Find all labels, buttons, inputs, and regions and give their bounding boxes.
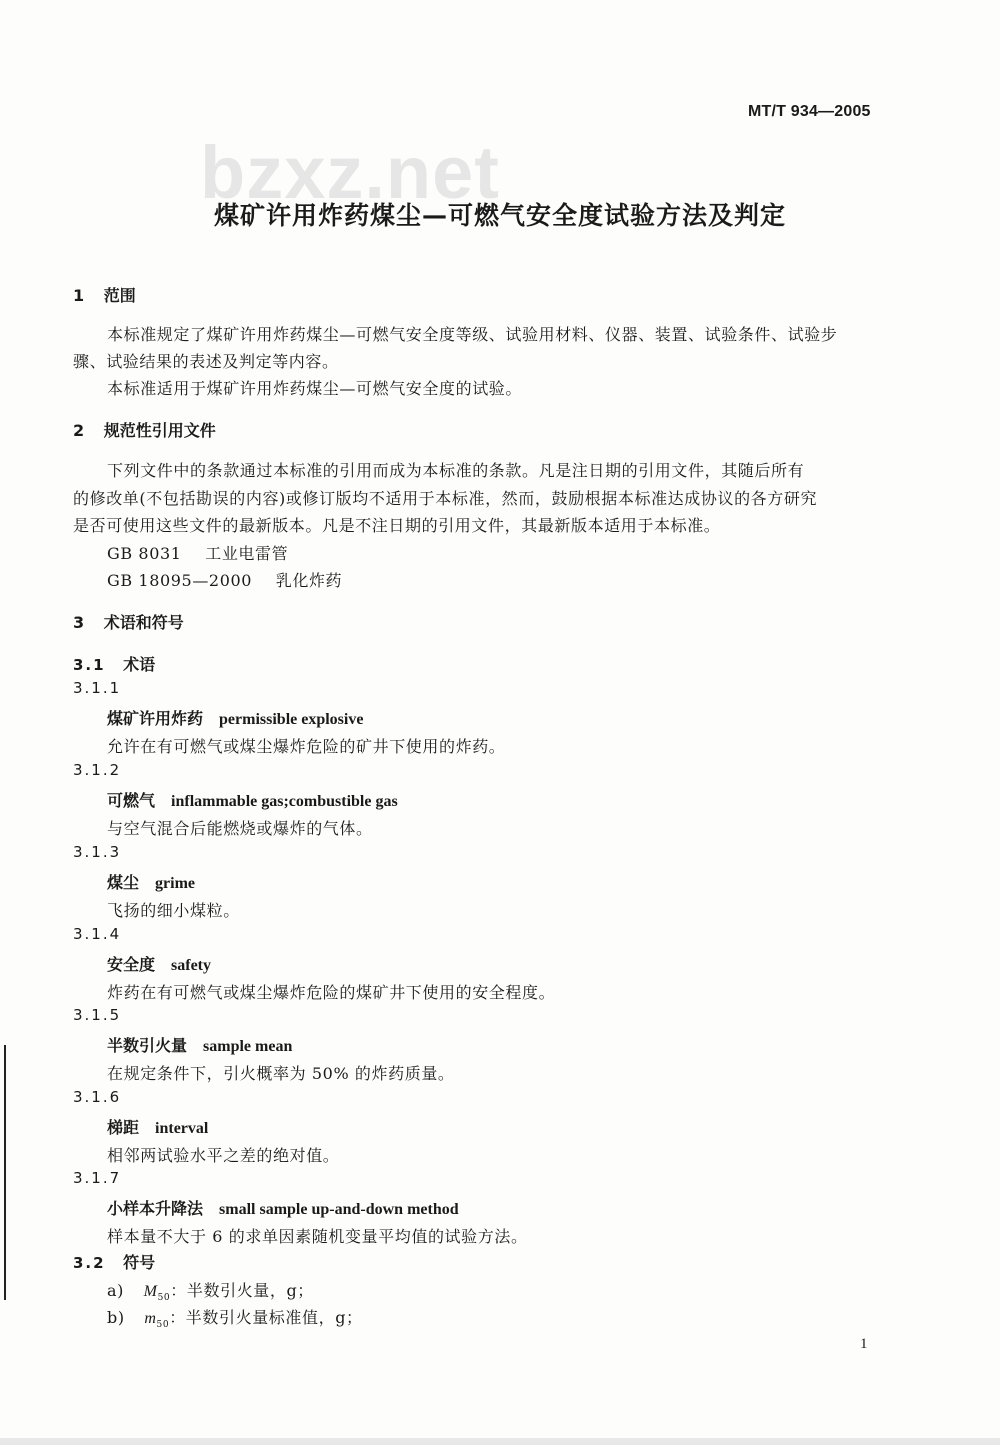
section-title: 规范性引用文件 <box>103 421 216 440</box>
symbol-label: a) <box>107 1281 124 1300</box>
section-2-heading <box>73 418 216 441</box>
term-cn: 梯距 <box>107 1118 140 1137</box>
term-cn: 煤矿许用炸药 <box>107 709 204 728</box>
scan-margin-line <box>4 1045 6 1300</box>
document-title: 煤矿许用炸药煤尘—可燃气安全度试验方法及判定 <box>213 201 786 230</box>
symbol-item <box>107 1278 314 1303</box>
section-1-paragraph-line: 骤、试验结果的表述及判定等内容。 <box>73 352 339 371</box>
term-title <box>107 788 398 811</box>
term-cn: 煤尘 <box>107 873 140 892</box>
symbol: m <box>144 1310 157 1327</box>
term-definition: 样本量不大于 6 的求单因素随机变量平均值的试验方法。 <box>107 1227 528 1246</box>
section-title: 术语和符号 <box>103 613 184 632</box>
term-title <box>107 870 195 893</box>
section-number: 3 <box>73 613 85 632</box>
standard-number: MT/T 934—2005 <box>748 103 871 120</box>
term-en: interval <box>155 1120 209 1137</box>
subsection-3-2-heading <box>73 1250 155 1273</box>
symbol-description: ：半数引火量标准值，g； <box>169 1308 363 1327</box>
section-1-paragraph-line: 本标准规定了煤矿许用炸药煤尘—可燃气安全度等级、试验用材料、仪器、装置、试验条件、试验步 <box>107 325 838 344</box>
term-title <box>107 706 363 729</box>
section-number: 1 <box>73 286 85 305</box>
symbol-subscript: 50 <box>156 1320 170 1331</box>
term-definition: 相邻两试验水平之差的绝对值。 <box>107 1146 340 1165</box>
term-en: small sample up-and-down method <box>219 1201 459 1218</box>
term-en: sample mean <box>203 1038 293 1055</box>
term-definition: 在规定条件下，引火概率为 50% 的炸药质量。 <box>107 1064 455 1083</box>
subsection-title: 术语 <box>123 655 156 674</box>
term-title <box>107 952 211 975</box>
term-cn: 半数引火量 <box>107 1036 188 1055</box>
term-definition: 炸药在有可燃气或煤尘爆炸危险的煤矿井下使用的安全程度。 <box>107 983 556 1002</box>
section-1-paragraph: 本标准适用于煤矿许用炸药煤尘—可燃气安全度的试验。 <box>107 379 523 398</box>
reference-name: 乳化炸药 <box>275 571 343 590</box>
term-number: 3.1.4 <box>73 925 122 943</box>
section-2-paragraph-line: 的修改单(不包括勘误的内容)或修订版均不适用于本标准，然而，鼓励根据本标准达成协议的各方研究 <box>73 489 818 508</box>
term-cn: 可燃气 <box>107 791 156 810</box>
subsection-number: 3.1 <box>73 656 106 674</box>
watermark: bzxz.net <box>200 131 500 214</box>
symbol-label: b) <box>107 1308 125 1327</box>
symbol-subscript: 50 <box>157 1293 171 1304</box>
page-bottom-edge <box>0 1438 1000 1445</box>
reference-code: GB 8031 <box>107 544 182 563</box>
subsection-title: 符号 <box>123 1253 156 1272</box>
term-definition: 允许在有可燃气或煤尘爆炸危险的矿井下使用的炸药。 <box>107 737 506 756</box>
reference-code: GB 18095—2000 <box>107 571 253 590</box>
section-1-heading <box>73 283 136 306</box>
term-definition: 飞扬的细小煤粒。 <box>107 901 240 920</box>
term-number: 3.1.6 <box>73 1088 122 1106</box>
section-2-paragraph-line: 是否可使用这些文件的最新版本。凡是不注日期的引用文件，其最新版本适用于本标准。 <box>73 516 721 535</box>
term-number: 3.1.3 <box>73 843 122 861</box>
term-title <box>107 1115 208 1138</box>
term-en: grime <box>155 875 195 892</box>
term-cn: 小样本升降法 <box>107 1199 204 1218</box>
symbol-description: ：半数引火量，g； <box>170 1281 314 1300</box>
term-definition: 与空气混合后能燃烧或爆炸的气体。 <box>107 819 373 838</box>
term-en: safety <box>171 957 211 974</box>
term-number: 3.1.2 <box>73 761 122 779</box>
term-number: 3.1.1 <box>73 679 122 697</box>
section-2-paragraph-line: 下列文件中的条款通过本标准的引用而成为本标准的条款。凡是注日期的引用文件，其随后所有 <box>107 461 805 480</box>
term-title <box>107 1196 459 1219</box>
page-number: 1 <box>860 1336 868 1352</box>
reference-item <box>107 541 288 564</box>
term-number: 3.1.7 <box>73 1169 122 1187</box>
term-en: permissible explosive <box>219 711 364 728</box>
term-title <box>107 1033 292 1056</box>
section-3-heading <box>73 610 184 633</box>
subsection-number: 3.2 <box>73 1254 106 1272</box>
section-title: 范围 <box>103 286 136 305</box>
subsection-3-1-heading <box>73 652 155 675</box>
reference-item <box>107 568 342 591</box>
term-number: 3.1.5 <box>73 1006 122 1024</box>
term-en: inflammable gas;combustible gas <box>171 793 398 810</box>
symbol: M <box>143 1283 158 1300</box>
term-cn: 安全度 <box>107 955 156 974</box>
reference-name: 工业电雷管 <box>205 544 289 563</box>
symbol-item <box>107 1305 363 1330</box>
section-number: 2 <box>73 421 85 440</box>
